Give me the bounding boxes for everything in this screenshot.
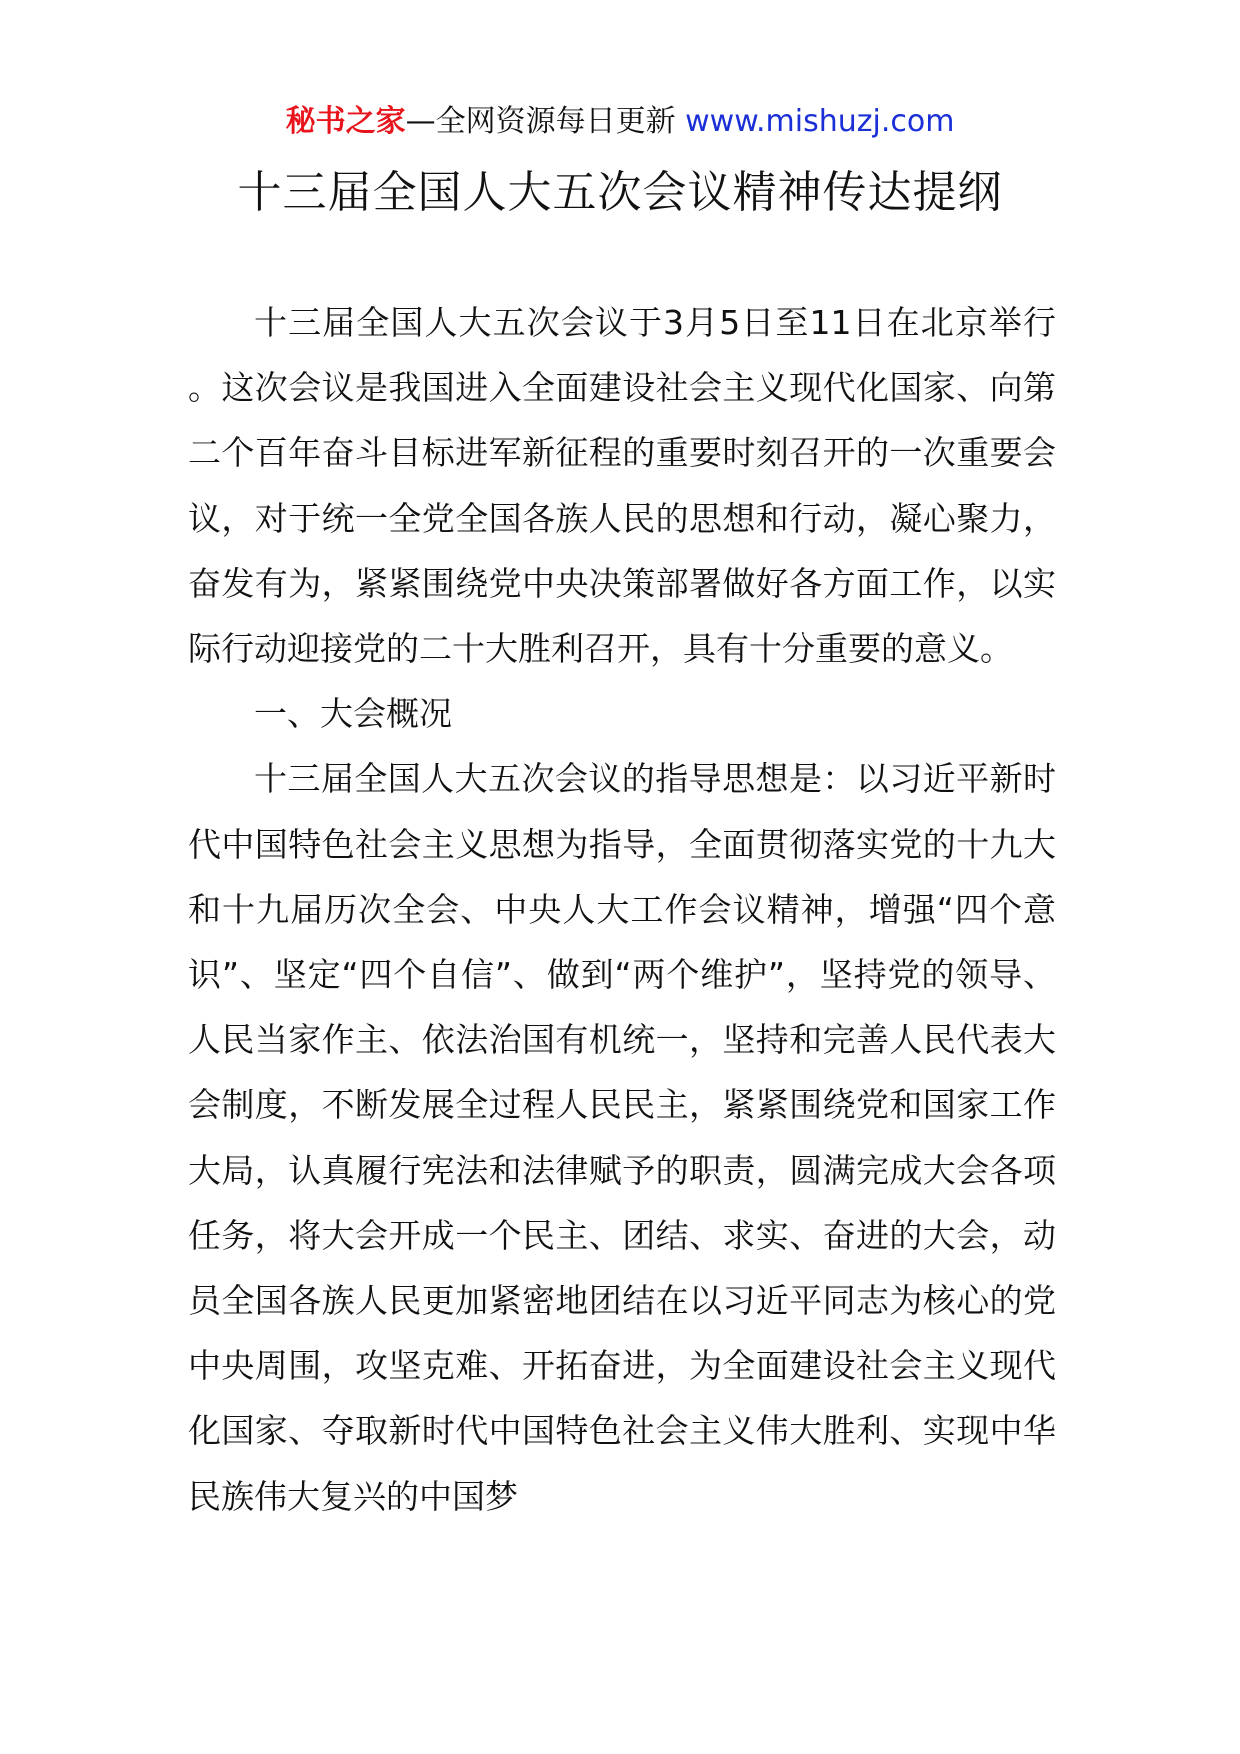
paragraph-intro: 十三届全国人大五次会议于3月5日至11日在北京举行。这次会议是我国进入全面建设社会主义现代化国家、向第二个百年奋斗目标进军新征程的重要时刻召开的一次重要会议，对于统一全党全国各族人民的思想和行动，凝心聚力，奋发有为，紧紧围绕党中央决策部署做好各方面工作，以实际行动迎接党的二十大胜利召开，具有十分重要的意义。 [188,303,1056,669]
paragraph-guiding-thought: 十三届全国人大五次会议的指导思想是：以习近平新时代中国特色社会主义思想为指导，全面贯彻落实党的十九大和十九届历次全会、中央人大工作会议精神，增强“四个意识”、坚定“四个自信”、做到“两个维护”，坚持党的领导、人民当家作主、依法治国有机统一，坚持和完善人民代表大会制度，不断发展全过程人民民主，紧紧围绕党和国家工作大局，认真履行宪法和法律赋予的职责，圆满完成大会各项任务，将大会开成一个民主、团结、求实、奋进的大会，动员全国各族人民更加紧密地团结在以习近平同志为核心的党中央周围，攻坚克难、开拓奋进，为全面建设社会主义现代化国家、夺取新时代中国特色社会主义伟大胜利、实现中华民族伟大复兴的中国梦 [188,759,1056,1516]
brand-name: 秘书之家 [285,104,406,139]
section-heading: 一、大会概况 [254,694,452,734]
document-body [188,290,1056,1529]
header-slogan: —全网资源每日更新 [405,104,676,139]
site-url-link[interactable]: www.mishuzj.com [685,104,955,139]
site-header [0,102,1240,142]
document-title: 十三届全国人大五次会议精神传达提纲 [237,167,1003,218]
